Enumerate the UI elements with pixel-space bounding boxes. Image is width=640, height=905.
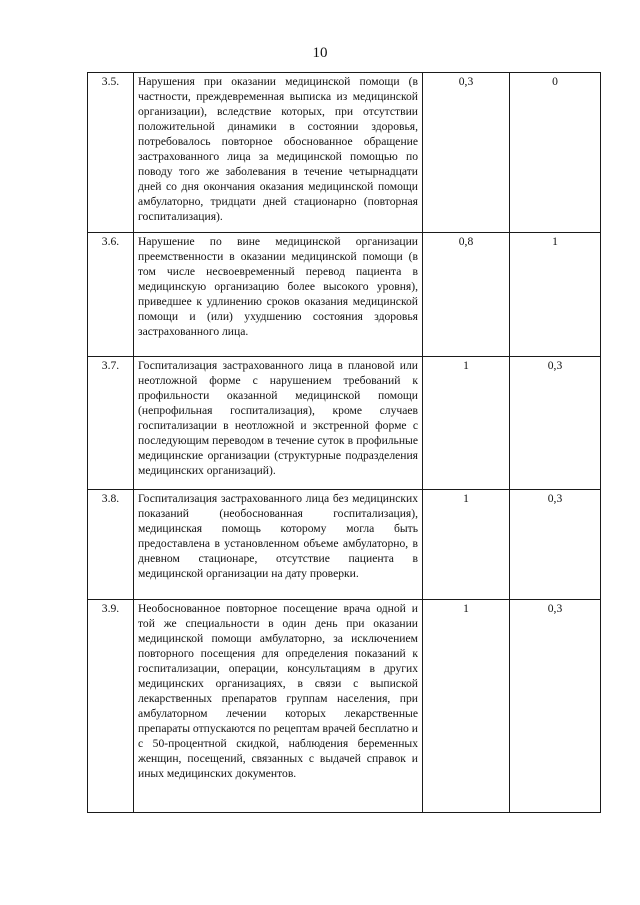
violations-table <box>87 72 601 813</box>
row-description: Госпитализация застрахованного лица в плановой или неотложной форме с нарушением требований к профильности оказанной медицинской помощи (непрофильная госпитализация), кроме случаев госпитализации в неотложной и экстренной форме с последующим переводом в течение суток в профильные медицинские организации (структурные подразделения медицинских организаций). <box>134 357 423 490</box>
row-description: Нарушения при оказании медицинской помощи (в частности, преждевременная выписка из медицинской организации), вследствие которых, при отсутствии положительной динамики в состоянии здоровья, потребовалось повторное обоснованное обращение застрахованного лица за медицинской помощью по поводу того же заболевания в течение четырнадцати дней со дня окончания оказания медицинской помощи амбулаторно, тридцати дней стационарно (повторная госпитализация). <box>134 73 423 233</box>
table-row <box>88 490 601 600</box>
row-value-1: 0,8 <box>423 233 510 357</box>
row-number: 3.7. <box>88 357 134 490</box>
table-row <box>88 600 601 813</box>
row-number: 3.5. <box>88 73 134 233</box>
row-description: Необоснованное повторное посещение врача одной и той же специальности в один день при оказании медицинской помощи амбулаторно, за исключением повторного посещения для определения показаний к госпитализации, операции, консультациям в других медицинских организациях, в связи с выпиской лекарственных препаратов группам населения, при амбулаторном лечении которых лекарственные препараты отпускаются по рецептам врачей бесплатно и с 50-процентной скидкой, наблюдения беременных женщин, посещений, связанных с выдачей справок и иных медицинских документов. <box>134 600 423 813</box>
row-description: Госпитализация застрахованного лица без медицинских показаний (необоснованная госпитализация), медицинская помощь которому могла быть предоставлена в установленном объеме амбулаторно, в дневном стационаре, отсутствие пациента в медицинской организации на дату проверки. <box>134 490 423 600</box>
row-value-2: 0,3 <box>510 600 601 813</box>
row-number: 3.9. <box>88 600 134 813</box>
row-value-1: 1 <box>423 490 510 600</box>
table-row <box>88 357 601 490</box>
row-number: 3.8. <box>88 490 134 600</box>
row-description: Нарушение по вине медицинской организации преемственности в оказании медицинской помощи (в том числе несвоевременный перевод пациента в медицинскую организацию более высокого уровня), приведшее к удлинению сроков оказания медицинской помощи и (или) ухудшению состояния здоровья застрахованного лица. <box>134 233 423 357</box>
row-value-1: 1 <box>423 357 510 490</box>
row-number: 3.6. <box>88 233 134 357</box>
row-value-1: 1 <box>423 600 510 813</box>
row-value-2: 0,3 <box>510 490 601 600</box>
row-value-2: 0,3 <box>510 357 601 490</box>
row-value-2: 0 <box>510 73 601 233</box>
page-number: 10 <box>312 45 328 61</box>
row-value-1: 0,3 <box>423 73 510 233</box>
table-row <box>88 73 601 233</box>
table-row <box>88 233 601 357</box>
row-value-2: 1 <box>510 233 601 357</box>
